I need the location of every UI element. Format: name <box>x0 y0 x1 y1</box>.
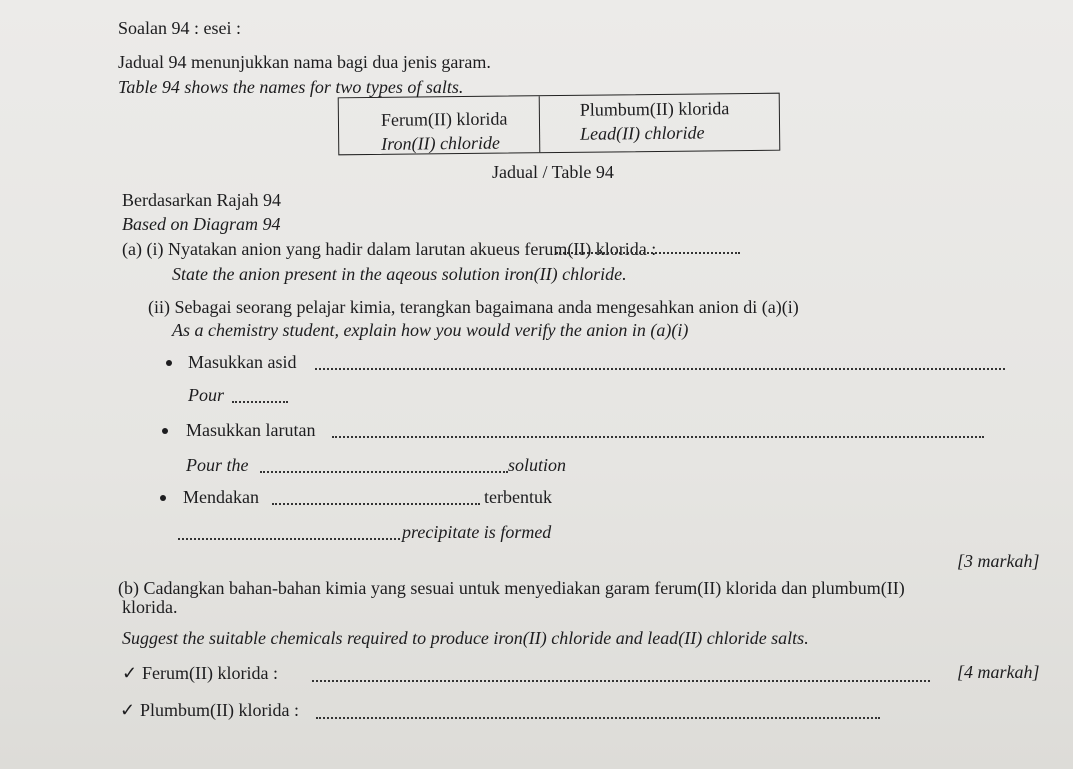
based-malay: Berdasarkan Rajah 94 <box>122 190 281 210</box>
question-header: Soalan 94 : esei : <box>118 18 241 38</box>
question-a-i-english: State the anion present in the aqeous solution iron(II) chloride. <box>172 264 627 284</box>
step1-english: Pour <box>188 385 224 405</box>
bullet-icon <box>166 360 172 366</box>
intro-malay: Jadual 94 menunjukkan nama bagi dua jenis garam. <box>118 52 491 72</box>
question-a-ii-english: As a chemistry student, explain how you would verify the anion in (a)(i) <box>172 320 689 340</box>
step1-malay: Masukkan asid <box>188 352 297 372</box>
answer-line <box>316 717 880 719</box>
table-cell-iron <box>339 96 541 154</box>
marks-b: [4 markah] <box>957 662 1040 682</box>
table-cell-lead <box>540 94 780 152</box>
step2-malay: Masukkan larutan <box>186 420 316 440</box>
answer-line <box>556 252 740 254</box>
answer-line <box>178 538 400 540</box>
question-a-ii-malay: (ii) Sebagai seorang pelajar kimia, terangkan bagaimana anda mengesahkan anion di (a)(i) <box>148 297 799 317</box>
question-b-malay-cont: klorida. <box>122 597 178 617</box>
item-lead-chloride: Plumbum(II) klorida : <box>140 700 299 720</box>
step3-malay: Mendakan <box>183 487 259 507</box>
step3-english-end: precipitate is formed <box>402 522 552 542</box>
answer-line <box>272 503 480 505</box>
table-caption: Jadual / Table 94 <box>492 162 614 182</box>
step2-english-end: solution <box>508 455 567 475</box>
check-icon: ✓ <box>120 700 136 720</box>
answer-line <box>232 401 288 403</box>
answer-line <box>332 436 984 438</box>
question-a-i-malay: (a) (i) Nyatakan anion yang hadir dalam larutan akueus ferum(II) klorida : <box>122 239 657 259</box>
cell-english: Iron(II) chloride <box>381 132 501 154</box>
cell-english: Lead(II) chloride <box>579 122 705 144</box>
cell-malay: Plumbum(II) klorida <box>579 98 730 120</box>
item-iron-chloride: Ferum(II) klorida : <box>142 663 278 683</box>
question-b-english: Suggest the suitable chemicals required to produce iron(II) chloride and lead(II) chloride salts. <box>122 628 809 648</box>
marks-a: [3 markah] <box>957 551 1040 571</box>
bullet-icon <box>162 428 168 434</box>
question-b-malay: (b) Cadangkan bahan-bahan kimia yang sesuai untuk menyediakan garam ferum(II) klorida dan plumbum(II) <box>118 578 905 598</box>
check-icon: ✓ <box>122 663 138 683</box>
answer-line <box>315 368 1005 370</box>
step3-malay-end: terbentuk <box>484 487 552 507</box>
based-english: Based on Diagram 94 <box>122 214 281 234</box>
bullet-icon <box>160 495 166 501</box>
answer-line <box>260 471 508 473</box>
intro-english: Table 94 shows the names for two types of salts. <box>118 77 464 97</box>
step2-english: Pour the <box>186 455 249 475</box>
cell-malay: Ferum(II) klorida <box>380 108 508 130</box>
answer-line <box>312 680 930 682</box>
salt-table <box>338 93 781 156</box>
